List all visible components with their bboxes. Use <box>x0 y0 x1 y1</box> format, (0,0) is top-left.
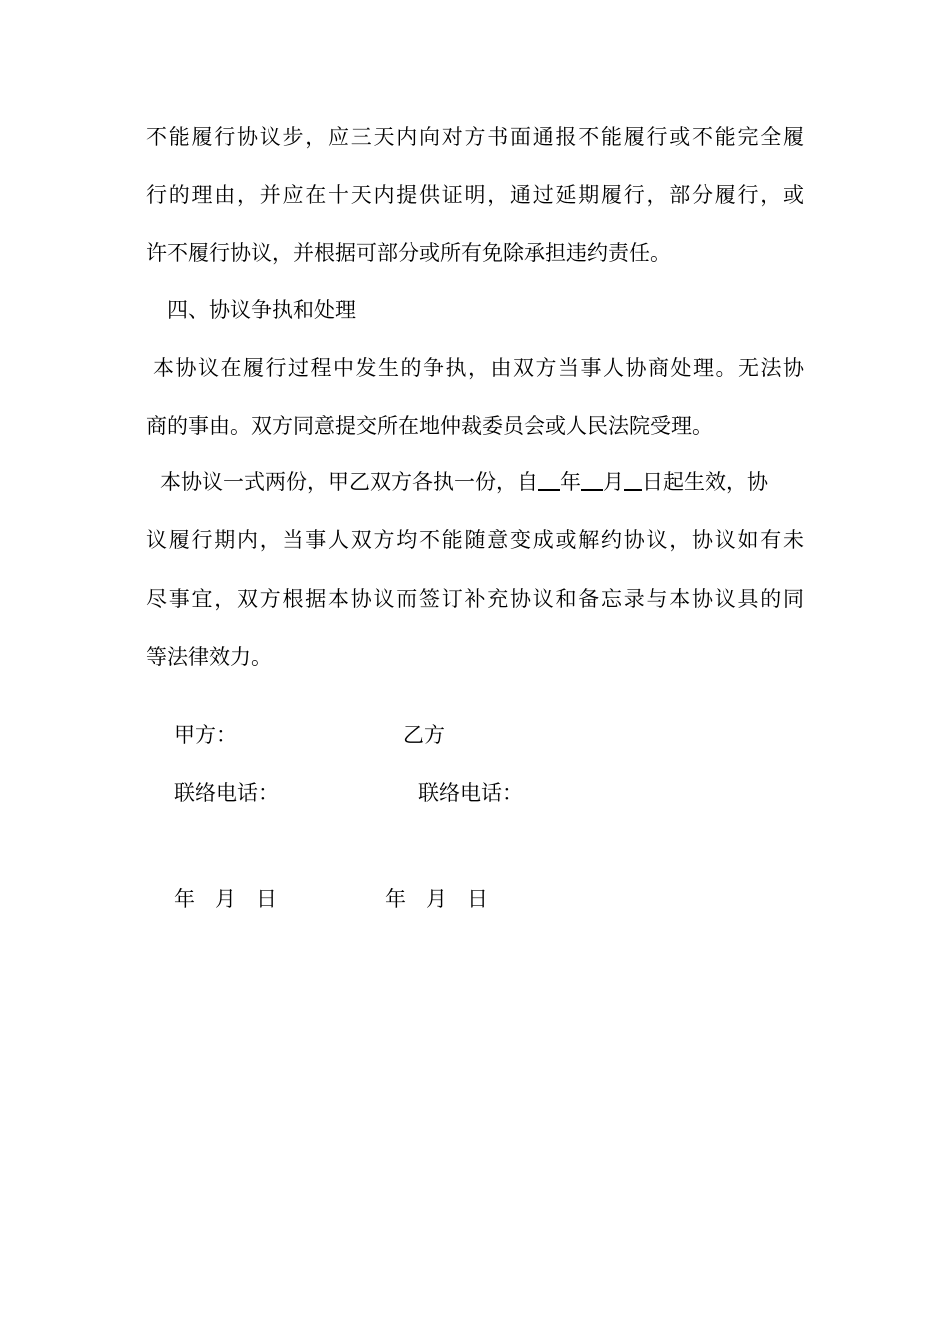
party-b-date: 年 月 日 <box>385 887 489 911</box>
paragraph-text: 年 <box>560 470 581 494</box>
blank-underline <box>624 471 642 491</box>
blank-underline <box>538 471 560 491</box>
party-a-date: 年 月 日 <box>174 887 278 911</box>
effective-date-line <box>160 471 768 493</box>
party-a-label: 甲方： <box>174 723 237 747</box>
party-a-phone-label: 联络电话： <box>174 781 279 805</box>
section-heading: 四、协议争执和处理 <box>167 298 356 322</box>
paragraph-line: 等法律效力。 <box>146 645 272 669</box>
blank-underline <box>581 471 603 491</box>
paragraph-line: 本协议在履行过程中发生的争执，由双方当事人协商处理。无法协 <box>153 356 804 380</box>
party-b-phone-label: 联络电话： <box>418 781 523 805</box>
paragraph-line: 行的理由，并应在十天内提供证明，通过延期履行，部分履行，或 <box>146 183 804 207</box>
paragraph-line: 不能履行协议步，应三天内向对方书面通报不能履行或不能完全履 <box>146 125 804 149</box>
paragraph-line: 尽事宜，双方根据本协议而签订补充协议和备忘录与本协议具的同 <box>146 587 804 611</box>
paragraph-text: 日起生效，协 <box>642 470 768 494</box>
paragraph-line: 许不履行协议，并根据可部分或所有免除承担违约责任。 <box>146 241 671 265</box>
paragraph-line: 商的事由。双方同意提交所在地仲裁委员会或人民法院受理。 <box>146 414 713 438</box>
party-b-label: 乙方 <box>403 723 445 747</box>
paragraph-line: 议履行期内，当事人双方均不能随意变成或解约协议，协议如有未 <box>146 528 804 552</box>
paragraph-text: 本协议一式两份，甲乙双方各执一份，自 <box>160 470 538 494</box>
paragraph-text: 月 <box>603 470 624 494</box>
